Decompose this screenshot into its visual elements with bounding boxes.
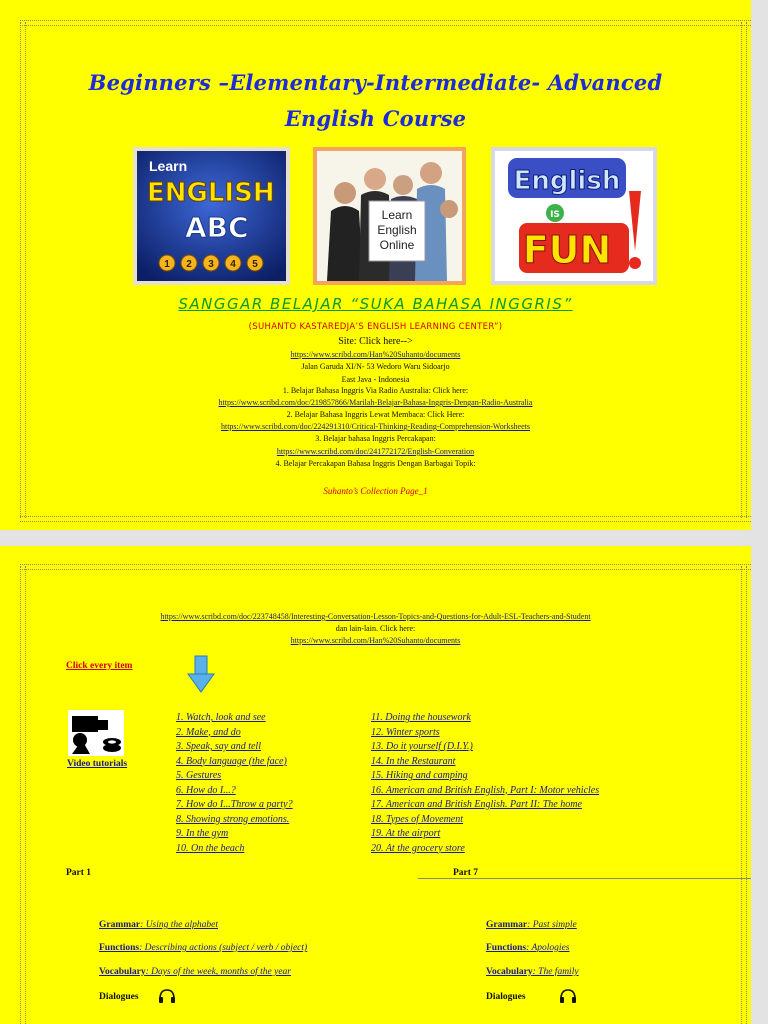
- page-border-top: [20, 20, 751, 26]
- abc-text: ABC: [185, 211, 249, 244]
- video-camera-icon[interactable]: [68, 710, 124, 756]
- part-1-vocabulary[interactable]: Vocabulary: Days of the week, months of the year: [99, 967, 292, 977]
- topic-link[interactable]: 9. In the gym: [176, 828, 229, 839]
- topic-link[interactable]: 20. At the grocery store: [371, 842, 465, 854]
- dan-lain-text: dan lain-lain. Click here:: [335, 624, 416, 633]
- resource-item-2: 2. Belajar Bahasa Inggris Lewat Membaca: Click Here:: [286, 410, 465, 419]
- page-border-top: [20, 564, 751, 570]
- collection-footer: Suhanto’s Collection Page_1: [323, 486, 428, 496]
- topic-link[interactable]: 3. Speak, say and tell: [176, 741, 261, 752]
- part-7-dialogues: Dialogues: [486, 992, 526, 1002]
- resource-item-3: 3. Belajar bahasa Inggris Percakapan:: [315, 434, 436, 443]
- topic-link[interactable]: 15. Hiking and camping: [371, 770, 468, 781]
- level-number: 4: [230, 259, 236, 270]
- topic-link[interactable]: 6. How do I...?: [176, 784, 236, 796]
- topic-link[interactable]: 12. Winter sports: [371, 726, 440, 738]
- part-1-label: Part 1: [66, 868, 92, 878]
- level-number: 5: [252, 259, 258, 270]
- page-border-left: [20, 22, 26, 518]
- topic-link[interactable]: 17. American and British English. Part II: The home: [371, 799, 582, 810]
- topic-link[interactable]: 7. How do I...Throw a party?: [176, 799, 293, 810]
- resource-item-4: 4. Belajar Percakapan Bahasa Inggris Dengan Barbagai Topik:: [275, 459, 476, 468]
- sanggar-heading: SANGGAR BELAJAR “SUKA BAHASA INGGRIS”: [178, 295, 573, 313]
- english-text: ENGLISH: [147, 178, 275, 208]
- resource-link-1[interactable]: https://www.scribd.com/doc/219857866/Marilah-Belajar-Bahasa-Inggris-Dengan-Radio-Australia: [218, 398, 533, 407]
- down-arrow-icon: [186, 654, 216, 694]
- resource-item-1: 1. Belajar Bahasa Inggris Via Radio Australia: Click here:: [282, 386, 469, 395]
- page-border-right: [741, 566, 747, 1024]
- topic-link[interactable]: 2. Make, and do: [176, 726, 241, 738]
- learn-english-abc-image: [133, 147, 290, 285]
- topic-link[interactable]: 5. Gestures: [176, 770, 222, 781]
- conversation-topics-link[interactable]: https://www.scribd.com/doc/223748458/Interesting-Conversation-Lesson-Topics-and-Questions-for-Adult-ESL-Teachers-and-Student: [160, 612, 591, 621]
- headphones-icon[interactable]: [559, 988, 577, 1004]
- topic-link[interactable]: 8. Showing strong emotions.: [176, 813, 290, 825]
- address-line-2: East Java - Indonesia: [341, 375, 410, 384]
- part-1-grammar[interactable]: Grammar: Using the alphabet: [99, 920, 218, 930]
- level-number: 3: [208, 259, 214, 270]
- video-tutorials-link[interactable]: Video tutorials: [67, 759, 128, 769]
- level-number: 1: [164, 259, 170, 270]
- click-every-item-link[interactable]: Click every item: [66, 661, 133, 671]
- resource-link-2[interactable]: https://www.scribd.com/doc/224291310/Critical-Thinking-Reading-Comprehension-Worksheets: [220, 422, 530, 431]
- fun-is-word: IS: [550, 210, 560, 220]
- level-number: 2: [186, 259, 192, 270]
- part-7-label: Part 7: [453, 868, 479, 878]
- learn-english-online-image: [313, 147, 466, 285]
- page-border-bottom: [20, 516, 751, 522]
- course-title-line1: Beginners –Elementary-Intermediate- Advanced: [88, 70, 663, 95]
- topic-link[interactable]: 14. In the Restaurant: [371, 755, 456, 767]
- course-title-line2: English Course: [284, 106, 467, 131]
- documents-link[interactable]: https://www.scribd.com/Han%20Suhanto/documents: [290, 636, 461, 645]
- topic-link[interactable]: 16. American and British English, Part I: Motor vehicles: [371, 784, 600, 796]
- document-page-2: [0, 546, 751, 1024]
- page-border-right: [741, 22, 747, 518]
- topic-link[interactable]: 4. Body language (the face): [176, 755, 287, 767]
- page-border-left: [20, 566, 26, 1024]
- topic-link[interactable]: 11. Doing the housework: [371, 712, 471, 723]
- topic-link[interactable]: 1. Watch, look and see: [176, 712, 266, 723]
- fun-fun-word: FUN: [522, 228, 612, 272]
- fun-english-word: English: [513, 166, 621, 196]
- site-link[interactable]: https://www.scribd.com/Han%20Suhanto/documents: [290, 350, 461, 359]
- resource-link-3[interactable]: https://www.scribd.com/doc/241772172/English-Converation: [276, 447, 475, 456]
- part-1-functions[interactable]: Functions: Describing actions (subject / verb / object): [99, 943, 308, 953]
- sign-line-1: Learn: [381, 208, 413, 222]
- part-7-functions[interactable]: Functions: Apologies: [486, 943, 570, 953]
- sign-line-2: English: [377, 223, 417, 237]
- topic-link[interactable]: 13. Do it yourself (D.I.Y.): [371, 741, 473, 752]
- learn-text: Learn: [149, 158, 188, 174]
- section-divider: [418, 878, 751, 879]
- topic-link[interactable]: 18. Types of Movement: [371, 813, 464, 825]
- site-label: Site: Click here-->: [338, 336, 413, 347]
- topic-link[interactable]: 19. At the airport: [371, 828, 441, 839]
- part-7-vocabulary[interactable]: Vocabulary: The family: [486, 967, 579, 977]
- topic-link[interactable]: 10. On the beach: [176, 842, 245, 854]
- english-is-fun-image: [491, 147, 657, 285]
- address-line-1: Jalan Garuda XI/N- 53 Wedoro Waru Sidoarjo: [301, 362, 450, 371]
- learning-center-name: (SUHANTO KASTAREDJA’S ENGLISH LEARNING CENTER”): [248, 322, 503, 332]
- part-7-grammar[interactable]: Grammar: Past simple: [486, 920, 577, 930]
- headphones-icon[interactable]: [158, 988, 176, 1004]
- sign-line-3: Online: [379, 238, 415, 252]
- part-1-dialogues: Dialogues: [99, 992, 139, 1002]
